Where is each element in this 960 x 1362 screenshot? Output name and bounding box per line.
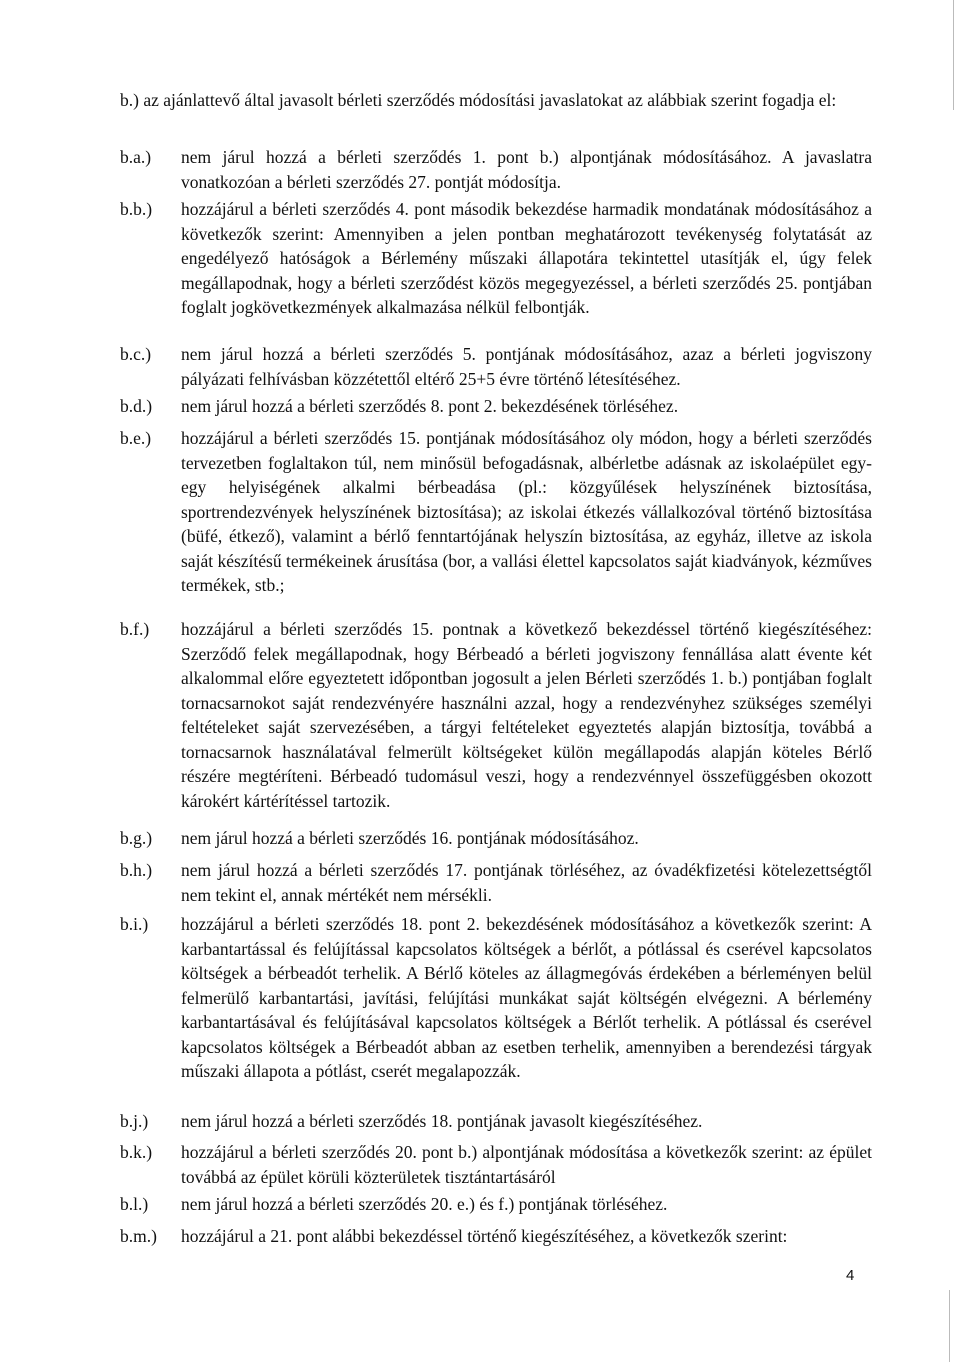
item-text: hozzájárul a bérleti szerződés 15. pontnak a következő bekezdéssel történő kiegészítéséhez: Szerződő felek megállapodnak, hogy Bérbeadó a bérleti jogviszony fennállása alatt évente két alkalommal előre egyeztetett időpontban jogosult a jelen Bérleti szerződés 1. b.) pontjában foglalt tornacsarnokot saját rendezvényére használni azzal, hogy a rendezvényhez szükséges személyi feltételeket saját szervezésében, a tárgyi feltételeket egyeztetés alapján biztosítja, továbbá a tornacsarnok használatával felmerült költségeket külön megállapodás alapján köteles Bérlő részére megtéríteni. Bérbeadó tudomásul veszi, hogy a rendezvénnyel összefüggésben okozott károkért kártérítéssel tartozik. xyxy=(181,619,872,811)
list-item-b-e xyxy=(120,426,872,595)
item-text: nem járul hozzá a bérleti szerződés 17. pontjának törléséhez, az óvadékfizetési kötelezettségtől nem tekint el, annak mértékét nem mérsékli. xyxy=(181,860,872,905)
item-label: b.c.) xyxy=(120,344,152,364)
list-item-b-g xyxy=(120,826,872,851)
list-item-b-l xyxy=(120,1192,872,1217)
item-label: b.g.) xyxy=(120,828,153,848)
item-text: hozzájárul a 21. pont alábbi bekezdéssel történő kiegészítéséhez, a következők szerint: xyxy=(181,1226,788,1246)
item-label: b.d.) xyxy=(120,396,153,416)
item-label: b.i.) xyxy=(120,914,149,934)
item-label: b.e.) xyxy=(120,428,152,448)
item-label: b.f.) xyxy=(120,619,150,639)
item-label: b.h.) xyxy=(120,860,153,880)
list-item-b-k xyxy=(120,1140,872,1187)
item-label: b.k.) xyxy=(120,1142,153,1162)
item-label: b.j.) xyxy=(120,1111,149,1131)
list-item-b-h xyxy=(120,858,872,905)
scan-edge-line xyxy=(953,0,954,110)
item-text: nem járul hozzá a bérleti szerződés 20. e.) és f.) pontjának törléséhez. xyxy=(181,1194,668,1214)
item-text: nem járul hozzá a bérleti szerződés 8. pont 2. bekezdésének törléséhez. xyxy=(181,396,679,416)
item-label: b.m.) xyxy=(120,1226,157,1246)
intro-paragraph: b.) az ajánlattevő által javasolt bérleti szerződés módosítási javaslatokat az alábbiak szerint fogadja el: xyxy=(120,90,837,110)
item-label: b.l.) xyxy=(120,1194,149,1214)
item-text: hozzájárul a bérleti szerződés 20. pont b.) alpontjának módosítása a következők szerint: az épület továbbá az épület körüli közterületek tisztántartásáról xyxy=(181,1142,872,1187)
list-item-b-f xyxy=(120,617,872,811)
scan-edge-line xyxy=(949,1290,950,1362)
list-item-b-c xyxy=(120,342,872,389)
list-item-b-b xyxy=(120,197,872,317)
item-label: b.b.) xyxy=(120,199,153,219)
item-label: b.a.) xyxy=(120,147,152,167)
list-item-b-i xyxy=(120,912,872,1081)
list-item-b-m xyxy=(120,1224,872,1249)
item-text: nem járul hozzá a bérleti szerződés 18. pontjának javasolt kiegészítéséhez. xyxy=(181,1111,703,1131)
item-text: hozzájárul a bérleti szerződés 4. pont második bekezdése harmadik mondatának módosításához a következők szerint: Amennyiben a jelen pontban meghatározott tevékenység folytatását az engedélyező hatóságok a Bérlemény műszaki állapotára tekintettel utasítják el, úgy felek megállapodnak, hogy a bérleti szerződést közös megegyezéssel, a bérleti szerződés 25. pontjában foglalt jogkövetkezmények alkalmazása nélkül felbontják. xyxy=(181,199,872,317)
list-item-b-d xyxy=(120,394,872,419)
item-text: hozzájárul a bérleti szerződés 15. pontjának módosításához oly módon, hogy a bérleti szerződés tervezetben foglaltakon túl, nem minősül befogadásnak, albérletbe adásnak az iskolaépület egy-egy helyiségének alkalmi bérbeadása (pl.: közgyűlések helyszínének biztosítása, sportrendezvények helyszínének biztosítása); az iskolai étkezés vállalkozóval történő biztosítása (büfé, étkező), valamint a bérlő fenntartójának helyszín biztosítása, az egyház, illetve az iskola saját készítésű termékeinek árusítása (bor, a vallási élettel kapcsolatos saját kiadványok, kézműves termékek, stb.; xyxy=(181,428,872,595)
page-number: 4 xyxy=(846,1267,855,1284)
list-item-b-a xyxy=(120,145,872,192)
item-text: nem járul hozzá a bérleti szerződés 1. pont b.) alpontjának módosításához. A javaslatra vonatkozóan a bérleti szerződés 27. pontját módosítja. xyxy=(181,147,872,192)
item-text: nem járul hozzá a bérleti szerződés 5. pontjának módosításához, azaz a bérleti jogviszony pályázati felhívásban közzétettől eltérő 25+5 évre történő létesítéséhez. xyxy=(181,344,872,389)
item-text: nem járul hozzá a bérleti szerződés 16. pontjának módosításához. xyxy=(181,828,639,848)
item-text: hozzájárul a bérleti szerződés 18. pont 2. bekezdésének módosításához a következők szerint: A karbantartással és felújítással kapcsolatos költségek a bérlőt, a pótlással és cserével kapcsolatos költségek a bérbeadót terhelik. A Bérlő köteles az állagmegóvás érdekében a bérleményen belül felmerülő karbantartási, javítási, felújítási munkákat saját költségén elvégezni. A bérlemény karbantartásával és felújításával kapcsolatos költségek a Bérlőt terhelik. A pótlással és cserével kapcsolatos költségek a Bérbeadót abban az esetben terhelik, amennyiben a berendezési tárgyak műszaki állapota a pótlást, cserét megalapozzák. xyxy=(181,914,872,1081)
list-item-b-j xyxy=(120,1109,872,1134)
